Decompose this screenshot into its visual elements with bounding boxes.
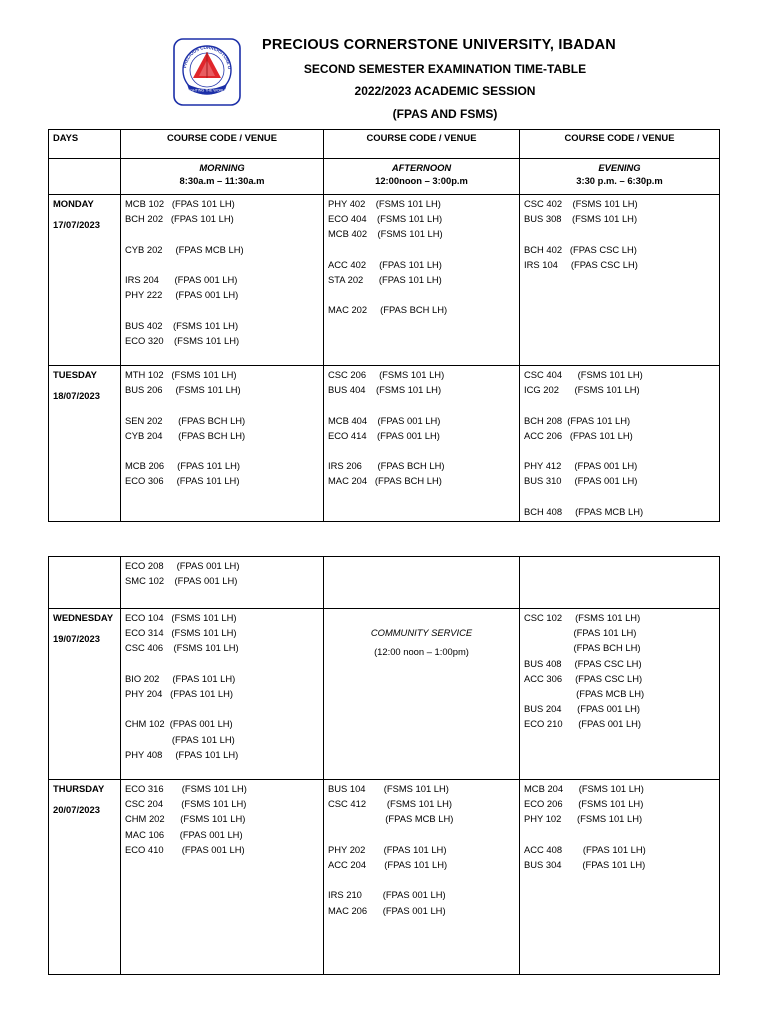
document-header [0, 0, 768, 125]
course-entry: MCB 204 (FSMS 101 LH) [524, 783, 644, 794]
course-entry: BUS 310 (FPAS 001 LH) [524, 475, 638, 487]
blank-line [524, 226, 715, 241]
day-cell [49, 780, 121, 975]
evening-courses [520, 609, 720, 780]
blank-line [125, 701, 319, 716]
course-entry: MAC 202 (FPAS BCH LH) [328, 304, 448, 316]
morning-courses [121, 366, 324, 522]
course-entry: CSC 406 (FSMS 101 LH) [125, 642, 239, 654]
table-row [49, 609, 720, 780]
timetable-part-2 [48, 556, 720, 975]
empty-cell [324, 557, 520, 609]
blank-line [125, 397, 319, 412]
course-entry: BUS 404 (FSMS 101 LH) [328, 384, 442, 396]
course-entry: ACC 402 (FPAS 101 LH) [328, 258, 442, 270]
blank-line [328, 872, 515, 887]
community-service-time: (12:00 noon – 1:00pm) [374, 646, 469, 658]
day-cell [49, 609, 121, 780]
continuation-row [49, 557, 720, 609]
session-name: EVENING [598, 162, 641, 173]
session-time: 8:30a.m – 11:30a.m [179, 175, 265, 186]
morning-courses [121, 557, 324, 609]
course-entry: MCB 402 (FSMS 101 LH) [328, 228, 443, 240]
course-entry: BCH 208 (FPAS 101 LH) [524, 414, 631, 426]
blank-line [125, 257, 319, 272]
blank-line [125, 302, 319, 317]
blank-line [125, 443, 319, 458]
course-entry: ACC 408 (FPAS 101 LH) [524, 843, 646, 855]
empty-cell [520, 557, 720, 609]
course-entry: CYB 204 (FPAS BCH LH) [125, 429, 246, 441]
morning-courses [121, 195, 324, 366]
course-venue-header: COURSE CODE / VENUE [324, 130, 520, 159]
course-entry: ECO 314 (FSMS 101 LH) [125, 627, 237, 639]
course-entry: BUS 402 (FSMS 101 LH) [125, 319, 239, 331]
blank-line [328, 827, 515, 842]
course-entry: MAC 206 (FPAS 001 LH) [328, 904, 446, 916]
table-row [49, 780, 720, 975]
blank-line [524, 827, 715, 842]
blank-line [524, 489, 715, 504]
course-entry: CSC 404 (FSMS 101 LH) [524, 369, 643, 380]
course-entry: IRS 104 (FPAS CSC LH) [524, 258, 638, 270]
course-entry: (FPAS MCB LH) [524, 687, 645, 699]
course-entry: PHY 102 (FSMS 101 LH) [524, 813, 643, 825]
blank-line [125, 226, 319, 241]
evening-courses [520, 195, 720, 366]
course-entry: MCB 102 (FPAS 101 LH) [125, 198, 235, 209]
blank-line [328, 287, 515, 302]
course-entry: BCH 408 (FPAS MCB LH) [524, 505, 644, 517]
afternoon-session [324, 159, 520, 195]
course-entry: ECO 210 (FPAS 001 LH) [524, 718, 642, 730]
course-entry: MCB 206 (FPAS 101 LH) [125, 460, 240, 472]
academic-session: 2022/2023 ACADEMIC SESSION [354, 84, 536, 98]
course-entry: (FPAS 101 LH) [125, 733, 235, 745]
morning-courses [121, 780, 324, 975]
course-venue-header: COURSE CODE / VENUE [520, 130, 720, 159]
exam-title: SECOND SEMESTER EXAMINATION TIME-TABLE [303, 62, 587, 76]
afternoon-courses [324, 780, 520, 975]
faculties: (FPAS AND FSMS) [392, 107, 498, 121]
day-date: 19/07/2023 [53, 633, 100, 644]
course-entry: ECO 316 (FSMS 101 LH) [125, 783, 247, 794]
course-entry: ECO 404 (FSMS 101 LH) [328, 213, 443, 225]
course-entry: BUS 206 (FSMS 101 LH) [125, 384, 241, 396]
day-date: 20/07/2023 [53, 804, 100, 815]
course-entry: CSC 402 (FSMS 101 LH) [524, 198, 638, 209]
course-entry: MCB 404 (FPAS 001 LH) [328, 414, 441, 426]
session-name: AFTERNOON [391, 162, 452, 173]
course-entry: CHM 202 (FSMS 101 LH) [125, 813, 246, 825]
course-entry: BCH 402 (FPAS CSC LH) [524, 243, 637, 255]
table-row [49, 195, 720, 366]
morning-courses [121, 609, 324, 780]
course-entry: IRS 206 (FPAS BCH LH) [328, 460, 445, 472]
empty-cell [49, 557, 121, 609]
community-service-title: COMMUNITY SERVICE [370, 627, 473, 638]
svg-text:PRECIOUS CORNERSTONE UNIVERSIT: PRECIOUS CORNERSTONE U [182, 44, 233, 70]
blank-line [328, 397, 515, 412]
timetable-part-1 [48, 129, 720, 522]
course-entry: ECO 410 (FPAS 001 LH) [125, 843, 245, 855]
course-entry: (FPAS 101 LH) [524, 627, 637, 639]
day-name: THURSDAY [53, 783, 105, 794]
day-name: MONDAY [53, 198, 94, 209]
blank-line [524, 397, 715, 412]
course-entry: IRS 204 (FPAS 001 LH) [125, 273, 238, 285]
course-entry: ECO 306 (FPAS 101 LH) [125, 475, 240, 487]
course-entry: CSC 206 (FSMS 101 LH) [328, 369, 445, 380]
university-logo [173, 38, 241, 106]
blank-line [328, 443, 515, 458]
course-entry: ACC 306 (FPAS CSC LH) [524, 672, 643, 684]
course-entry: BCH 202 (FPAS 101 LH) [125, 213, 234, 225]
course-entry: CSC 204 (FSMS 101 LH) [125, 798, 247, 810]
course-venue-header: COURSE CODE / VENUE [121, 130, 324, 159]
blank-line [328, 242, 515, 257]
course-entry: PHY 202 (FPAS 101 LH) [328, 843, 447, 855]
course-entry: BUS 304 (FPAS 101 LH) [524, 858, 646, 870]
days-header: DAYS [49, 130, 121, 159]
course-entry: MAC 106 (FPAS 001 LH) [125, 828, 243, 840]
course-entry: BUS 204 (FPAS 001 LH) [524, 703, 641, 715]
course-entry: SMC 102 (FPAS 001 LH) [125, 575, 238, 587]
session-time: 3:30 p.m. – 6:30p.m [576, 175, 663, 186]
course-entry: ECO 206 (FSMS 101 LH) [524, 798, 644, 810]
evening-courses [520, 780, 720, 975]
course-entry: MAC 204 (FPAS BCH LH) [328, 475, 442, 487]
course-entry: CHM 102 (FPAS 001 LH) [125, 718, 233, 730]
course-entry: BUS 308 (FSMS 101 LH) [524, 213, 638, 225]
day-cell [49, 366, 121, 522]
course-entry: PHY 402 (FSMS 101 LH) [328, 198, 441, 209]
course-entry: SEN 202 (FPAS BCH LH) [125, 414, 246, 426]
session-row [49, 159, 720, 195]
day-name: WEDNESDAY [53, 612, 114, 623]
university-name: PRECIOUS CORNERSTONE UNIVERSITY, IBADAN [262, 37, 616, 53]
course-entry: BUS 408 (FPAS CSC LH) [524, 657, 642, 669]
course-entry: PHY 412 (FPAS 001 LH) [524, 460, 638, 472]
day-cell [49, 195, 121, 366]
logo-emblem-icon [173, 38, 241, 106]
course-entry: ECO 208 (FPAS 001 LH) [125, 560, 240, 571]
course-entry: (FPAS MCB LH) [328, 813, 454, 825]
course-entry: ACC 204 (FPAS 101 LH) [328, 858, 448, 870]
course-entry: IRS 210 (FPAS 001 LH) [328, 889, 446, 901]
blank-line [524, 443, 715, 458]
course-entry: ECO 414 (FPAS 001 LH) [328, 429, 440, 441]
course-entry: PHY 222 (FPAS 001 LH) [125, 289, 239, 301]
course-entry: ECO 320 (FSMS 101 LH) [125, 334, 240, 346]
day-date: 18/07/2023 [53, 390, 100, 401]
session-time: 12:00noon – 3:00p.m [375, 175, 468, 186]
session-name: MORNING [199, 162, 245, 173]
table-header-row [49, 130, 720, 159]
course-entry: CYB 202 (FPAS MCB LH) [125, 243, 244, 255]
blank-line [125, 656, 319, 671]
course-entry: PHY 204 (FPAS 101 LH) [125, 687, 234, 699]
evening-session [520, 159, 720, 195]
course-entry: ECO 104 (FSMS 101 LH) [125, 612, 237, 623]
course-entry: MTH 102 (FSMS 101 LH) [125, 369, 237, 380]
course-entry: STA 202 (FPAS 101 LH) [328, 273, 442, 285]
course-entry: BIO 202 (FPAS 101 LH) [125, 672, 236, 684]
course-entry: ICG 202 (FSMS 101 LH) [524, 384, 640, 396]
table-row [49, 366, 720, 522]
course-entry: (FPAS BCH LH) [524, 642, 641, 654]
empty-cell [49, 159, 121, 195]
course-entry: ACC 206 (FPAS 101 LH) [524, 429, 633, 441]
svg-text:LIGHTING THE WORLD: LIGHTING THE WORLD [187, 88, 227, 93]
day-date: 17/07/2023 [53, 219, 100, 230]
community-service-cell [324, 609, 520, 780]
evening-courses [520, 366, 720, 522]
course-entry: BUS 104 (FSMS 101 LH) [328, 783, 449, 794]
day-name: TUESDAY [53, 369, 97, 380]
course-entry: CSC 412 (FSMS 101 LH) [328, 798, 452, 810]
afternoon-courses [324, 366, 520, 522]
course-entry: PHY 408 (FPAS 101 LH) [125, 748, 239, 760]
morning-session [121, 159, 324, 195]
afternoon-courses [324, 195, 520, 366]
course-entry: CSC 102 (FSMS 101 LH) [524, 612, 641, 623]
